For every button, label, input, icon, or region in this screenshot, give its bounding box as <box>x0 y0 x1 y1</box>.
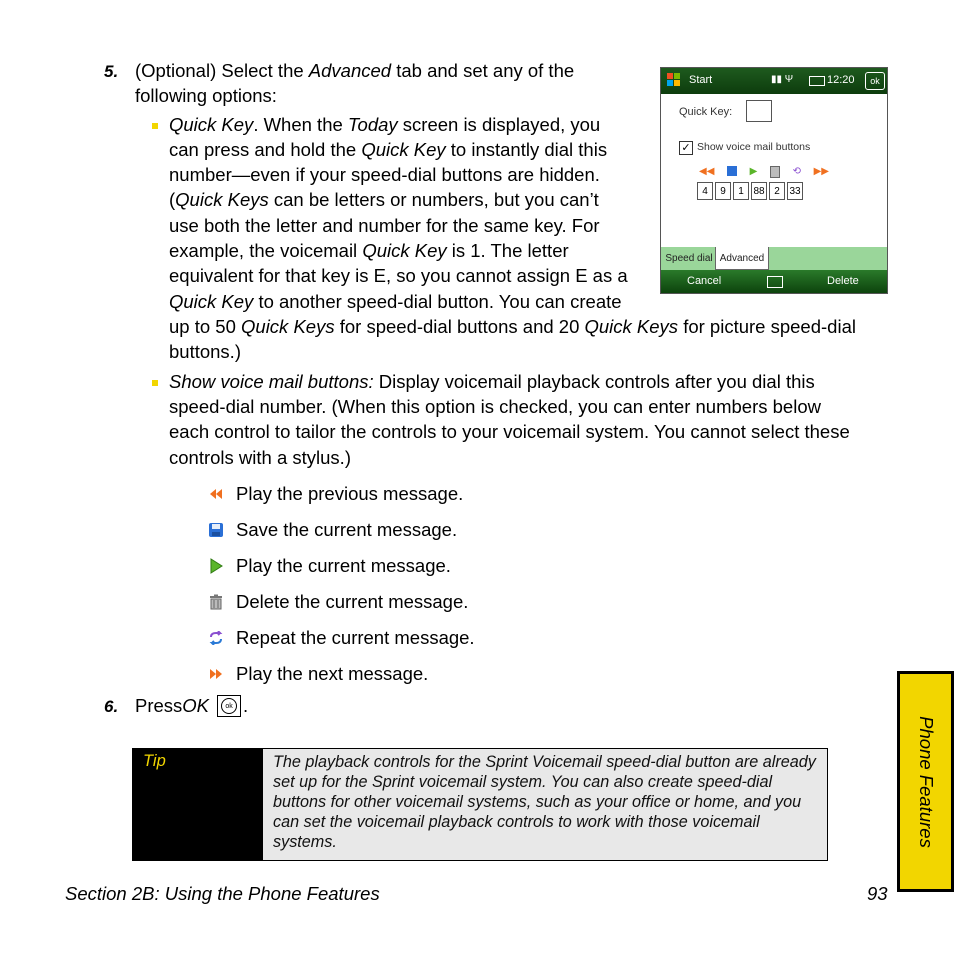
side-tab-label: Phone Features <box>915 715 937 848</box>
quick-key-line: (Quick Keys can be letters or numbers, but you can’t <box>169 189 599 210</box>
tab-speed-dial[interactable]: Speed dial <box>663 247 716 269</box>
quick-key-line: Quick Key. When the Today screen is displayed, you <box>169 114 601 135</box>
vm-number-field[interactable]: 9 <box>715 182 731 200</box>
tip-line: set up for the Sprint voicemail system. You can also create speed-dial <box>273 773 773 791</box>
tip-label-cell <box>133 749 263 860</box>
tip-line: systems. <box>273 833 337 851</box>
rewind-icon: ◀◀ <box>699 166 715 177</box>
battery-icon <box>809 76 825 86</box>
phone-title-bar: Start ▮▮ Ψ 12:20 ok <box>661 68 887 94</box>
windows-start-icon <box>667 73 681 87</box>
tip-line: can set the voicemail playback controls to work with those voicemail <box>273 813 760 831</box>
control-item-play: Play the current message. <box>206 555 451 577</box>
quick-key-input[interactable] <box>746 100 772 122</box>
vm-number-field[interactable]: 1 <box>733 182 749 200</box>
save-icon <box>727 166 737 176</box>
ok-key-icon: ok <box>217 695 241 717</box>
quick-key-line: up to 50 Quick Keys for speed-dial buttons and 20 Quick Keys for picture speed-dial <box>169 316 856 337</box>
quick-key-line: example, the voicemail Quick Key is 1. The letter <box>169 240 569 261</box>
play-icon: ▶ <box>749 166 758 177</box>
repeat-icon <box>206 628 226 648</box>
fast-forward-icon: ▶▶ <box>813 166 829 177</box>
keyboard-icon[interactable] <box>767 276 783 288</box>
bullet-marker <box>152 123 158 129</box>
quick-key-line: buttons.) <box>169 341 241 362</box>
section-side-tab <box>897 671 954 892</box>
vm-number-field[interactable]: 88 <box>751 182 767 200</box>
quick-key-line: number—even if your speed-dial buttons are hidden. <box>169 164 600 185</box>
play-icon <box>206 556 226 576</box>
phone-vm-control-icons <box>699 166 829 178</box>
phone-tab-strip <box>661 247 887 270</box>
quick-key-line: use both the letter and number for the same key. For <box>169 215 600 236</box>
cancel-button[interactable]: Cancel <box>687 275 722 287</box>
rewind-icon <box>206 484 226 504</box>
step-5-line-1: (Optional) Select the Advanced tab and set any of the <box>135 60 575 81</box>
fast-forward-icon <box>206 664 226 684</box>
tip-box <box>132 748 828 861</box>
step-5-line-2: following options: <box>135 85 277 106</box>
save-icon <box>206 520 226 540</box>
tab-advanced[interactable]: Advanced <box>715 247 769 270</box>
vm-number-field[interactable]: 4 <box>697 182 713 200</box>
show-vm-line: controls with a stylus.) <box>169 447 351 468</box>
tip-line: buttons for other voicemail systems, such as your office or home, and you <box>273 793 802 811</box>
show-vm-checkbox[interactable]: ✓ <box>679 141 693 155</box>
control-item-delete: Delete the current message. <box>206 591 468 613</box>
step-number: 6. <box>104 697 119 716</box>
delete-button[interactable]: Delete <box>827 275 859 287</box>
tip-line: The playback controls for the Sprint Voicemail speed-dial button are already <box>273 753 816 771</box>
footer-section: Section 2B: Using the Phone Features <box>65 883 380 904</box>
show-vm-line: each control to tailor the controls to your voicemail system. You cannot select these <box>169 421 850 442</box>
step-number: 5. <box>104 62 119 81</box>
vm-number-field[interactable]: 2 <box>769 182 785 200</box>
phone-soft-key-bar <box>661 270 887 293</box>
quick-key-line: Quick Key to another speed-dial button. You can create <box>169 291 622 312</box>
tip-text-cell <box>263 749 827 860</box>
quick-key-line: equivalent for that key is E, so you cannot assign E as a <box>169 265 628 286</box>
show-vm-line: Show voice mail buttons: Display voicemail playback controls after you dial this <box>169 371 815 392</box>
signal-icon: ▮▮ Ψ <box>771 74 794 85</box>
control-item-save: Save the current message. <box>206 519 457 541</box>
phone-ok-button[interactable]: ok <box>865 72 885 90</box>
show-vm-line: speed-dial number. (When this option is checked, you can enter numbers below <box>169 396 821 417</box>
step-6-line: Press OK ok . <box>135 695 249 716</box>
trash-icon <box>770 166 780 178</box>
tip-label: Tip <box>143 752 166 770</box>
control-item-previous: Play the previous message. <box>206 483 463 505</box>
trash-icon <box>206 592 226 612</box>
control-item-repeat: Repeat the current message. <box>206 627 475 649</box>
control-item-next: Play the next message. <box>206 663 428 685</box>
repeat-icon: ⟲ <box>792 166 801 177</box>
bullet-marker <box>152 380 158 386</box>
quick-key-line: can press and hold the Quick Key to instantly dial this <box>169 139 608 160</box>
page-number: 93 <box>867 883 888 904</box>
vm-number-field[interactable]: 33 <box>787 182 803 200</box>
phone-screenshot: Start ▮▮ Ψ 12:20 ok Quick Key: ✓ Show voice mail buttons ◀◀ ▶ ⟲ ▶▶ 4 9 1 88 2 33 Speed dial Advanced Cancel Delete <box>660 67 888 294</box>
